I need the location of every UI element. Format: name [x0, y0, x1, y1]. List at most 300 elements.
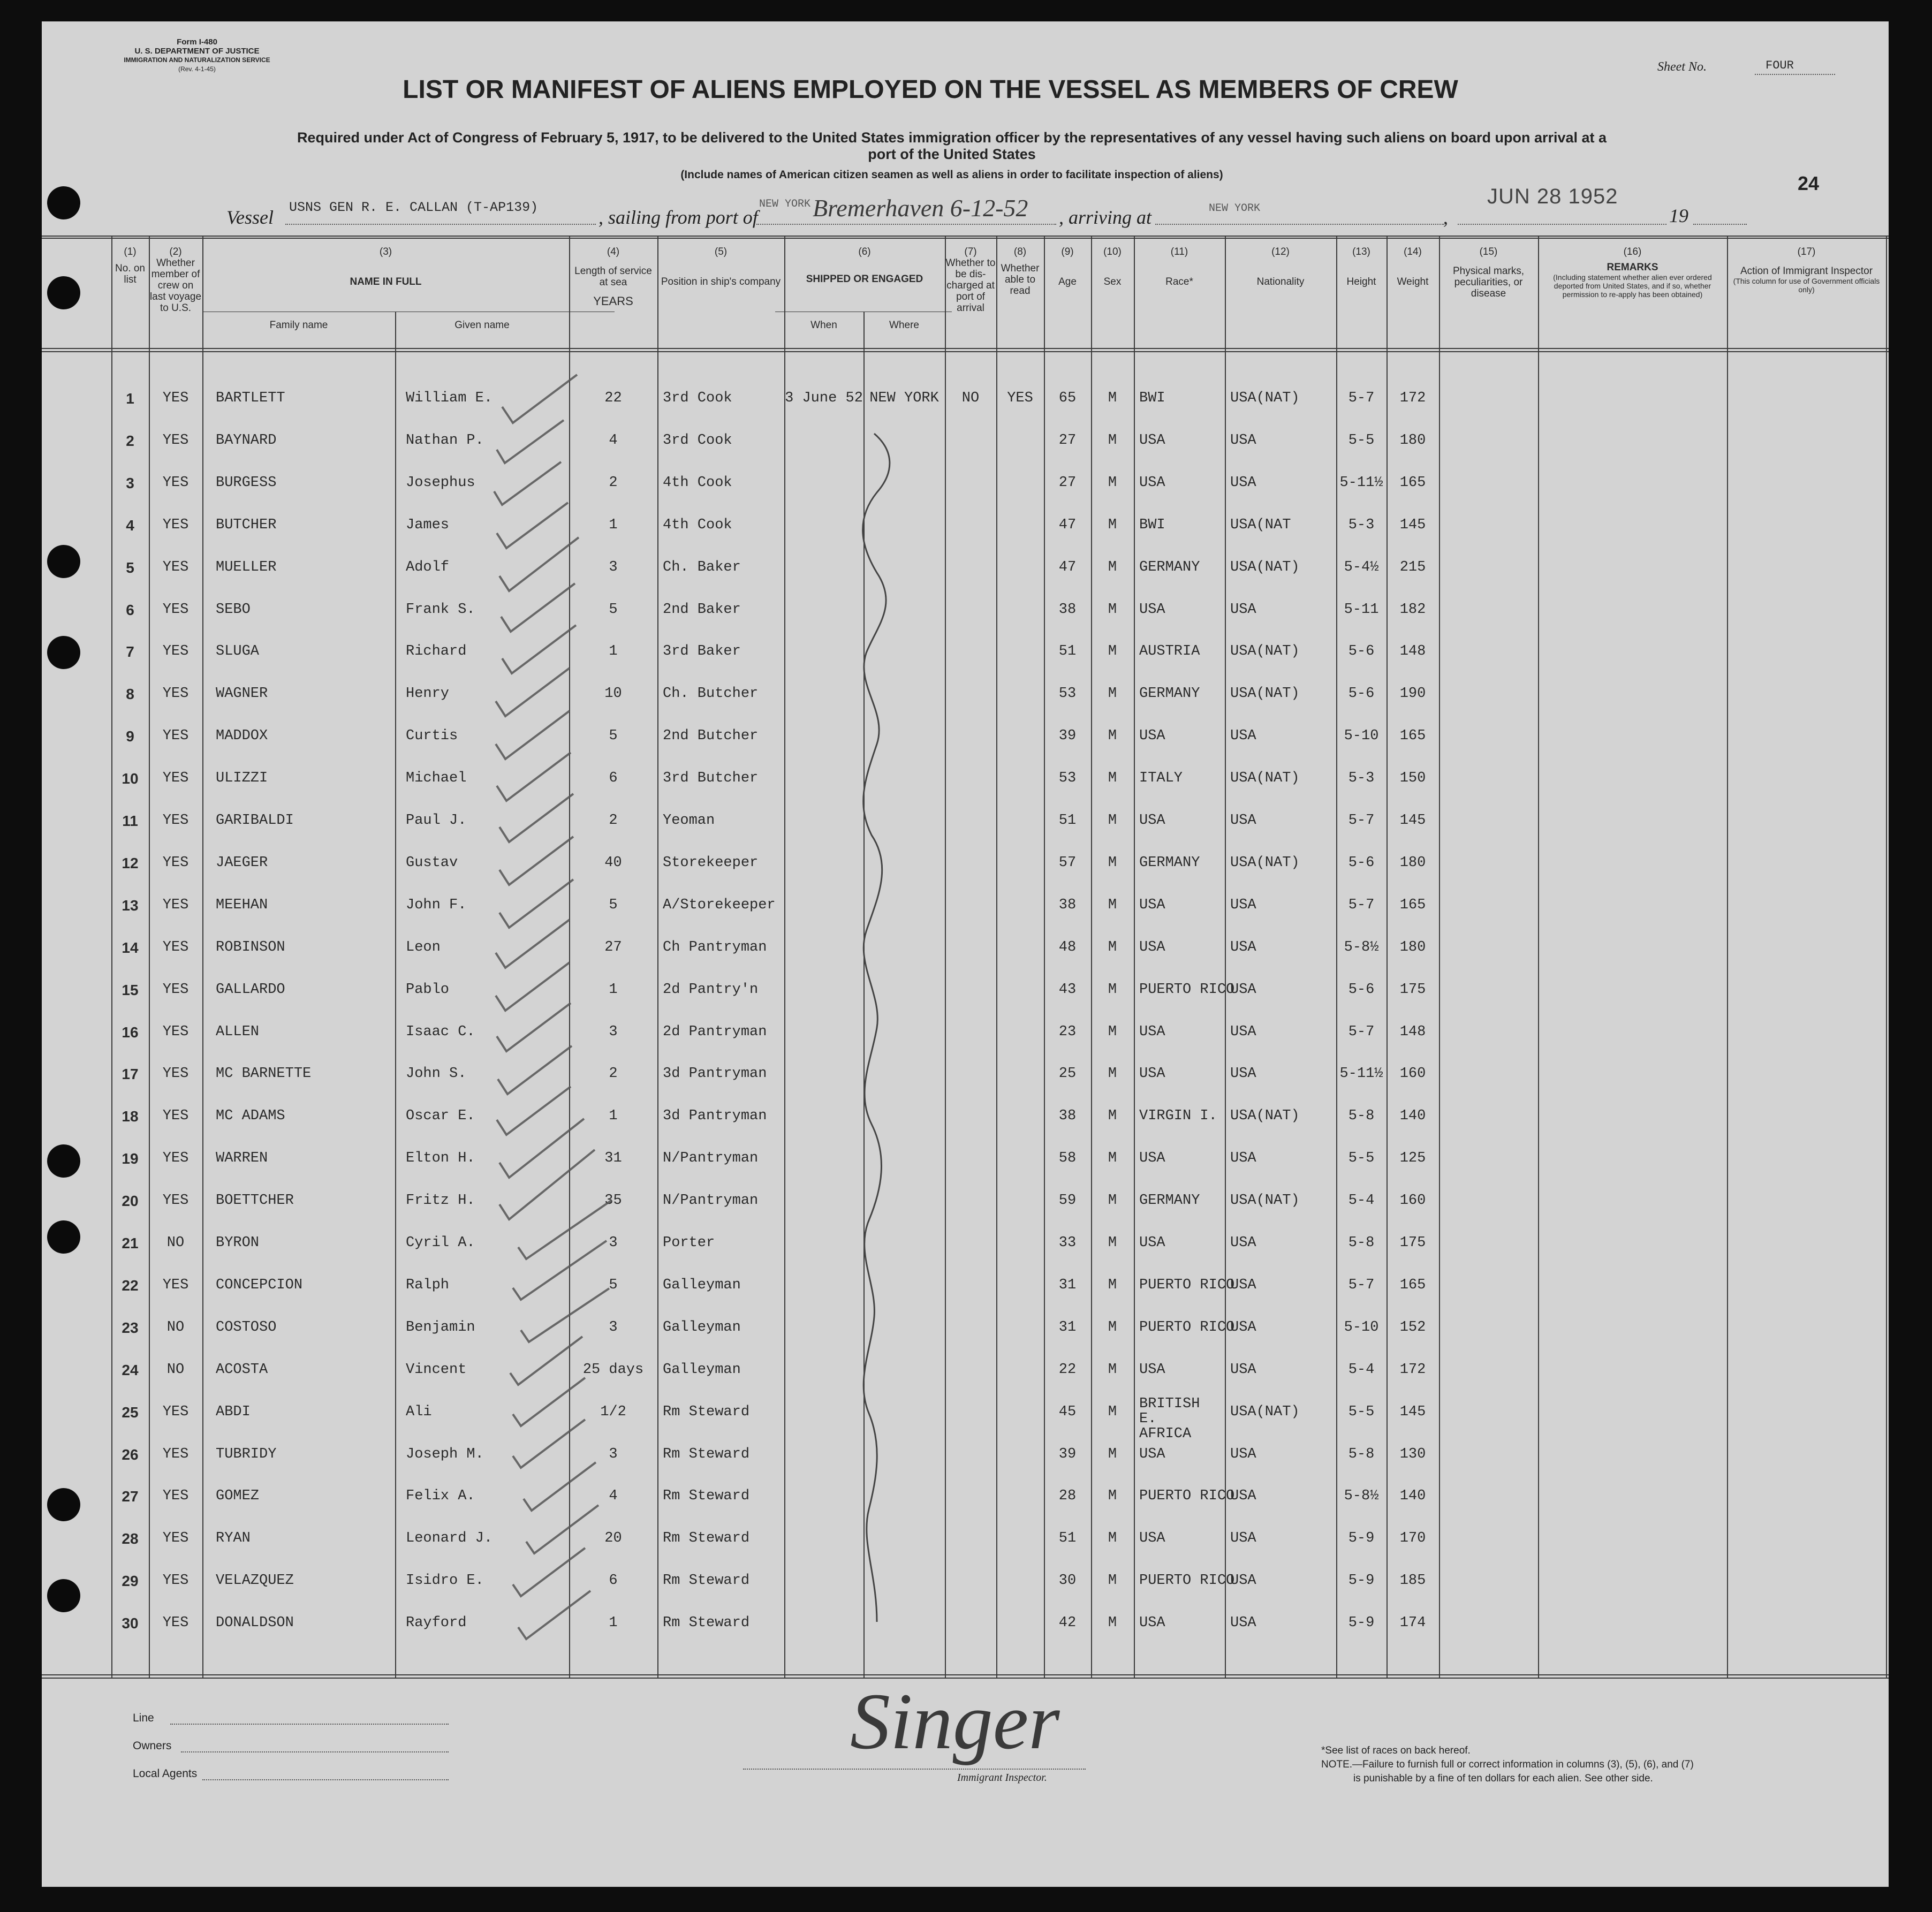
nationality: USA(NAT)	[1230, 770, 1300, 787]
crew-last-voyage: YES	[162, 813, 189, 829]
weight: 170	[1399, 1530, 1426, 1547]
given-name: Felix A.	[406, 1488, 475, 1505]
col2-title: Whether member of crew on last voyage to U.S.	[149, 257, 202, 314]
race: USA	[1139, 813, 1165, 829]
weight: 165	[1399, 728, 1426, 745]
given-name: Benjamin	[406, 1319, 475, 1336]
family-name: BYRON	[216, 1235, 260, 1251]
col2-number: (2)	[169, 246, 182, 257]
position: 2nd Baker	[663, 601, 741, 618]
weight: 152	[1399, 1319, 1426, 1336]
given-name: William E.	[406, 390, 493, 406]
service-years: 5	[609, 728, 618, 745]
fine-note-1: NOTE.—Failure to furnish full or correct information in columns (3), (5), (6), and (7)	[1321, 1759, 1694, 1770]
crew-last-voyage: YES	[162, 1066, 189, 1082]
age: 53	[1058, 686, 1077, 702]
crew-last-voyage: YES	[162, 770, 189, 787]
position: 3rd Cook	[663, 390, 732, 406]
col9-title: Age	[1058, 276, 1077, 287]
col6-title: SHIPPED OR ENGAGED	[806, 274, 923, 285]
crew-last-voyage: YES	[162, 939, 189, 955]
height: 5-8	[1348, 1108, 1375, 1125]
nationality: USA(NAT)	[1230, 390, 1300, 406]
col11-title: Race*	[1165, 276, 1193, 287]
vessel-name: USNS GEN R. E. CALLAN (T-AP139)	[289, 200, 539, 215]
weight: 145	[1399, 813, 1426, 829]
given-name: Cyril A.	[406, 1235, 475, 1251]
col15-title: Physical marks, peculiarities, or disease	[1452, 265, 1525, 299]
col16-number: (16)	[1623, 246, 1642, 257]
age: 51	[1058, 643, 1077, 660]
height: 5-8	[1348, 1235, 1375, 1251]
position: N/Pantryman	[663, 1150, 759, 1167]
position: Galleyman	[663, 1277, 741, 1293]
nationality: USA	[1230, 474, 1256, 491]
sex: M	[1108, 601, 1117, 618]
family-name: DONALDSON	[216, 1615, 294, 1632]
position: 2d Pantryman	[663, 1023, 767, 1040]
nationality: USA(NAT)	[1230, 643, 1300, 660]
able-to-read: YES	[1007, 390, 1033, 406]
row-number: 3	[126, 474, 134, 491]
arriving-label: , arriving at	[1059, 207, 1152, 228]
age: 30	[1058, 1573, 1077, 1589]
height: 5-11	[1344, 601, 1379, 618]
nationality: USA	[1230, 897, 1256, 913]
crew-last-voyage: YES	[162, 1023, 189, 1040]
sex: M	[1108, 728, 1117, 745]
family-name: VELAZQUEZ	[216, 1573, 294, 1589]
position: 4th Cook	[663, 474, 732, 491]
row-number: 28	[122, 1530, 139, 1547]
line-underline	[170, 1724, 449, 1725]
owners-underline	[181, 1751, 449, 1752]
nationality: USA	[1230, 1530, 1256, 1547]
position: Ch. Butcher	[663, 686, 759, 702]
race: USA	[1139, 1150, 1165, 1167]
height: 5-4	[1348, 1361, 1375, 1378]
sex: M	[1108, 1235, 1117, 1251]
crew-last-voyage: YES	[162, 1488, 189, 1505]
given-name: Richard	[406, 643, 467, 660]
weight: 175	[1399, 1235, 1426, 1251]
height: 5-10	[1344, 1319, 1379, 1336]
sex: M	[1108, 1277, 1117, 1293]
race: USA	[1139, 601, 1165, 618]
height: 5-5	[1348, 1403, 1375, 1420]
crew-last-voyage: YES	[162, 854, 189, 871]
year-prefix: 19	[1669, 205, 1688, 226]
position: 3rd Cook	[663, 432, 732, 449]
weight: 172	[1399, 390, 1426, 406]
col1-number: (1)	[124, 246, 137, 257]
race: VIRGIN I.	[1139, 1108, 1217, 1125]
age: 58	[1058, 1150, 1077, 1167]
height: 5-6	[1348, 854, 1375, 871]
age: 39	[1058, 728, 1077, 745]
age: 22	[1058, 1361, 1077, 1378]
nationality: USA	[1230, 1277, 1256, 1293]
weight: 182	[1399, 601, 1426, 618]
crew-last-voyage: YES	[162, 1277, 189, 1293]
crew-last-voyage: YES	[162, 559, 189, 575]
height: 5-8½	[1344, 1488, 1379, 1505]
sex: M	[1108, 1319, 1117, 1336]
height: 5-11½	[1339, 1066, 1383, 1082]
position: Yeoman	[663, 813, 715, 829]
sex: M	[1108, 854, 1117, 871]
service-years: 2	[609, 813, 618, 829]
height: 5-7	[1348, 1023, 1375, 1040]
age: 39	[1058, 1446, 1077, 1462]
sex: M	[1108, 770, 1117, 787]
position: Rm Steward	[663, 1446, 750, 1462]
position: 4th Cook	[663, 517, 732, 533]
crew-last-voyage: YES	[162, 1530, 189, 1547]
age: 33	[1058, 1235, 1077, 1251]
weight: 174	[1399, 1615, 1426, 1632]
height: 5-7	[1348, 813, 1375, 829]
given-name: Isidro E.	[406, 1573, 484, 1589]
sex: M	[1108, 1150, 1117, 1167]
row-number: 24	[122, 1361, 139, 1378]
weight: 150	[1399, 770, 1426, 787]
sex: M	[1108, 1023, 1117, 1040]
row-number: 26	[122, 1446, 139, 1463]
service-years: 5	[609, 897, 618, 913]
sheet-label: Sheet No.	[1657, 60, 1707, 74]
position: 3rd Butcher	[663, 770, 759, 787]
height: 5-5	[1348, 1150, 1375, 1167]
local-agents-label: Local Agents	[133, 1767, 198, 1780]
weight: 165	[1399, 1277, 1426, 1293]
row-number: 2	[126, 432, 134, 449]
crew-last-voyage: YES	[162, 981, 189, 998]
race: USA	[1139, 432, 1165, 449]
service-years: 25 days	[582, 1361, 644, 1378]
nationality: USA	[1230, 939, 1256, 955]
sex: M	[1108, 432, 1117, 449]
nationality: USA(NAT)	[1230, 559, 1300, 575]
service-years: 1	[609, 517, 618, 533]
row-number: 19	[122, 1150, 139, 1167]
age: 57	[1058, 854, 1077, 871]
nationality: USA(NAT)	[1230, 686, 1300, 702]
race: BWI	[1139, 390, 1165, 406]
sex: M	[1108, 897, 1117, 913]
height: 5-9	[1348, 1530, 1375, 1547]
weight: 140	[1399, 1108, 1426, 1125]
col9-number: (9)	[1061, 246, 1074, 257]
age: 51	[1058, 1530, 1077, 1547]
sex: M	[1108, 1488, 1117, 1505]
subtitle-line-2: port of the United States	[868, 146, 1036, 162]
family-name: TUBRIDY	[216, 1446, 277, 1462]
family-name: MUELLER	[216, 559, 277, 575]
weight: 125	[1399, 1150, 1426, 1167]
nationality: USA	[1230, 1150, 1256, 1167]
family-name: GARIBALDI	[216, 813, 294, 829]
row-number: 20	[122, 1193, 139, 1210]
race: USA	[1139, 1446, 1165, 1462]
sex: M	[1108, 1361, 1117, 1378]
row-number: 11	[122, 813, 138, 829]
nationality: USA	[1230, 1361, 1256, 1378]
age: 38	[1058, 601, 1077, 618]
race-note: *See list of races on back hereof.	[1321, 1745, 1471, 1756]
given-name: John S.	[406, 1066, 467, 1082]
row-number: 16	[122, 1023, 139, 1041]
col12-number: (12)	[1271, 246, 1290, 257]
age: 31	[1058, 1319, 1077, 1336]
col5-title: Position in ship's company	[661, 276, 781, 287]
service-years: 3	[609, 1235, 618, 1251]
race: GERMANY	[1139, 686, 1200, 702]
race: PUERTO RICO	[1139, 1573, 1235, 1589]
given-name: Josephus	[406, 474, 475, 491]
given-name: Leon	[406, 939, 441, 955]
service-years: 3	[609, 1446, 618, 1462]
col10-title: Sex	[1103, 276, 1122, 287]
position: Galleyman	[663, 1361, 741, 1378]
pencil-marks	[42, 21, 1889, 1887]
race: USA	[1139, 939, 1165, 955]
nationality: USA	[1230, 728, 1256, 745]
crew-last-voyage: YES	[162, 1193, 189, 1209]
row-number: 13	[122, 897, 139, 914]
row-number: 4	[126, 517, 134, 534]
position: 2nd Butcher	[663, 728, 759, 745]
crew-last-voyage: YES	[162, 474, 189, 491]
given-name: Ali	[406, 1403, 432, 1420]
row-number: 27	[122, 1488, 139, 1505]
family-name: COSTOSO	[216, 1319, 277, 1336]
race: USA	[1139, 728, 1165, 745]
service-years: 6	[609, 1573, 618, 1589]
nationality: USA	[1230, 1319, 1256, 1336]
given-name: Rayford	[406, 1615, 467, 1632]
height: 5-8½	[1344, 939, 1379, 955]
manifest-sheet	[42, 21, 1889, 1887]
line-label: Line	[133, 1712, 154, 1724]
position: 2d Pantry'n	[663, 981, 759, 998]
service-years: 22	[604, 390, 622, 406]
row-number: 12	[122, 854, 139, 871]
inspector-signature: Singer	[850, 1677, 1060, 1766]
col3-title: NAME IN FULL	[350, 276, 422, 287]
subtitle-line-1: Required under Act of Congress of February 5, 1917, to be delivered to the United States immigration officer by the representatives of any vessel having such aliens on board upon arrival at a	[297, 130, 1607, 146]
service-years: 3	[609, 1023, 618, 1040]
crew-last-voyage: NO	[166, 1235, 185, 1251]
height: 5-8	[1348, 1446, 1375, 1462]
height: 5-9	[1348, 1615, 1375, 1632]
family-name: SEBO	[216, 601, 251, 618]
col5-number: (5)	[714, 246, 728, 257]
family-name: MEEHAN	[216, 897, 268, 913]
race: USA	[1139, 1023, 1165, 1040]
row-number: 8	[126, 686, 134, 703]
sex: M	[1108, 813, 1117, 829]
height: 5-7	[1348, 390, 1375, 406]
race: GERMANY	[1139, 559, 1200, 575]
crew-last-voyage: YES	[162, 1446, 189, 1462]
crew-last-voyage: YES	[162, 686, 189, 702]
given-name: Isaac C.	[406, 1023, 475, 1040]
race: PUERTO RICO	[1139, 1319, 1235, 1336]
given-name: Fritz H.	[406, 1193, 475, 1209]
race: BRITISH E. AFRICA	[1139, 1395, 1200, 1442]
nationality: USA	[1230, 1023, 1256, 1040]
weight: 180	[1399, 854, 1426, 871]
inspector-label: Immigrant Inspector.	[957, 1772, 1047, 1784]
col12-title: Nationality	[1256, 276, 1305, 287]
family-name: JAEGER	[216, 854, 268, 871]
weight: 215	[1399, 559, 1426, 575]
col6-number: (6)	[858, 246, 871, 257]
age: 25	[1058, 1066, 1077, 1082]
where-header: Where	[889, 320, 919, 331]
age: 48	[1058, 939, 1077, 955]
nationality: USA	[1230, 601, 1256, 618]
sex: M	[1108, 1403, 1117, 1420]
given-name: Joseph M.	[406, 1446, 484, 1462]
given-name: Ralph	[406, 1277, 450, 1293]
sex: M	[1108, 1446, 1117, 1462]
given-name: Michael	[406, 770, 467, 787]
col11-number: (11)	[1170, 246, 1188, 257]
col4-unit: YEARS	[593, 294, 633, 308]
footer-notes	[1321, 1744, 1694, 1786]
height: 5-4	[1348, 1193, 1375, 1209]
nationality: USA	[1230, 813, 1256, 829]
sheet-number: FOUR	[1766, 59, 1794, 72]
signature-underline	[743, 1769, 1086, 1770]
age: 45	[1058, 1403, 1077, 1420]
col17-subtitle: (This column for use of Government officials only)	[1733, 277, 1880, 294]
family-name: SLUGA	[216, 643, 260, 660]
row-number: 5	[126, 559, 134, 576]
height: 5-6	[1348, 686, 1375, 702]
agents-underline	[202, 1779, 449, 1780]
family-name: WARREN	[216, 1150, 268, 1167]
sex: M	[1108, 559, 1117, 575]
given-name: Adolf	[406, 559, 450, 575]
given-name: Nathan P.	[406, 432, 484, 449]
race: USA	[1139, 1066, 1165, 1082]
position: Rm Steward	[663, 1530, 750, 1547]
weight: 165	[1399, 897, 1426, 913]
row-number: 30	[122, 1615, 139, 1632]
sex: M	[1108, 1193, 1117, 1209]
service-years: 2	[609, 474, 618, 491]
age: 43	[1058, 981, 1077, 998]
service-years: 5	[609, 1277, 618, 1293]
age: 27	[1058, 432, 1077, 449]
col17-number: (17)	[1797, 246, 1816, 257]
age: 47	[1058, 559, 1077, 575]
race: ITALY	[1139, 770, 1183, 787]
family-name: CONCEPCION	[216, 1277, 303, 1293]
service-years: 1	[609, 1108, 618, 1125]
age: 59	[1058, 1193, 1077, 1209]
given-name: Vincent	[406, 1361, 467, 1378]
nationality: USA(NAT	[1230, 517, 1291, 533]
position: Rm Steward	[663, 1488, 750, 1505]
crew-last-voyage: YES	[162, 390, 189, 406]
race: GERMANY	[1139, 854, 1200, 871]
given-name: Henry	[406, 686, 450, 702]
weight: 160	[1399, 1193, 1426, 1209]
col16-title: REMARKS	[1607, 262, 1658, 273]
when-header: When	[810, 320, 837, 331]
nationality: USA	[1230, 981, 1256, 998]
position: A/Storekeeper	[663, 897, 776, 913]
family-name: BURGESS	[216, 474, 277, 491]
service-years: 1	[609, 981, 618, 998]
position: Rm Steward	[663, 1573, 750, 1589]
family-name: ROBINSON	[216, 939, 285, 955]
sex: M	[1108, 474, 1117, 491]
sex: M	[1108, 1615, 1117, 1632]
nationality: USA	[1230, 432, 1256, 449]
given-name: Gustav	[406, 854, 458, 871]
service-years: 3	[609, 1319, 618, 1336]
row-number: 29	[122, 1573, 139, 1590]
race: PUERTO RICO	[1139, 1277, 1235, 1293]
race: USA	[1139, 897, 1165, 913]
subtitle-note: (Include names of American citizen seamen as well as aliens in order to facilitate inspection of aliens)	[680, 169, 1223, 181]
nationality: USA	[1230, 1446, 1256, 1462]
position: 3rd Baker	[663, 643, 741, 660]
height: 5-10	[1344, 728, 1379, 745]
height: 5-9	[1348, 1573, 1375, 1589]
shipped-where: NEW YORK	[869, 390, 939, 406]
sex: M	[1108, 939, 1117, 955]
family-name-header: Family name	[269, 320, 328, 331]
weight: 148	[1399, 643, 1426, 660]
arriving-port: NEW YORK	[1209, 202, 1261, 215]
nationality: USA(NAT)	[1230, 1108, 1300, 1125]
col3-number: (3)	[379, 246, 392, 257]
weight: 190	[1399, 686, 1426, 702]
height: 5-3	[1348, 770, 1375, 787]
sailing-port-typed: NEW YORK	[759, 198, 811, 210]
height: 5-3	[1348, 517, 1375, 533]
service-years: 3	[609, 559, 618, 575]
crew-last-voyage: YES	[162, 601, 189, 618]
row-number: 23	[122, 1319, 139, 1336]
nationality: USA	[1230, 1488, 1256, 1505]
service-years: 27	[604, 939, 622, 955]
race: USA	[1139, 1530, 1165, 1547]
given-name: Elton H.	[406, 1150, 475, 1167]
age: 53	[1058, 770, 1077, 787]
age: 51	[1058, 813, 1077, 829]
ditto-squiggle	[863, 434, 890, 1622]
height: 5-6	[1348, 981, 1375, 998]
service-years: 1/2	[600, 1403, 626, 1420]
service-years: 4	[609, 432, 618, 449]
weight: 130	[1399, 1446, 1426, 1462]
crew-last-voyage: YES	[162, 897, 189, 913]
col14-number: (14)	[1404, 246, 1422, 257]
position: Storekeeper	[663, 854, 759, 871]
row-number: 22	[122, 1277, 139, 1294]
given-name: Frank S.	[406, 601, 475, 618]
row-number: 6	[126, 601, 134, 618]
weight: 172	[1399, 1361, 1426, 1378]
sex: M	[1108, 686, 1117, 702]
